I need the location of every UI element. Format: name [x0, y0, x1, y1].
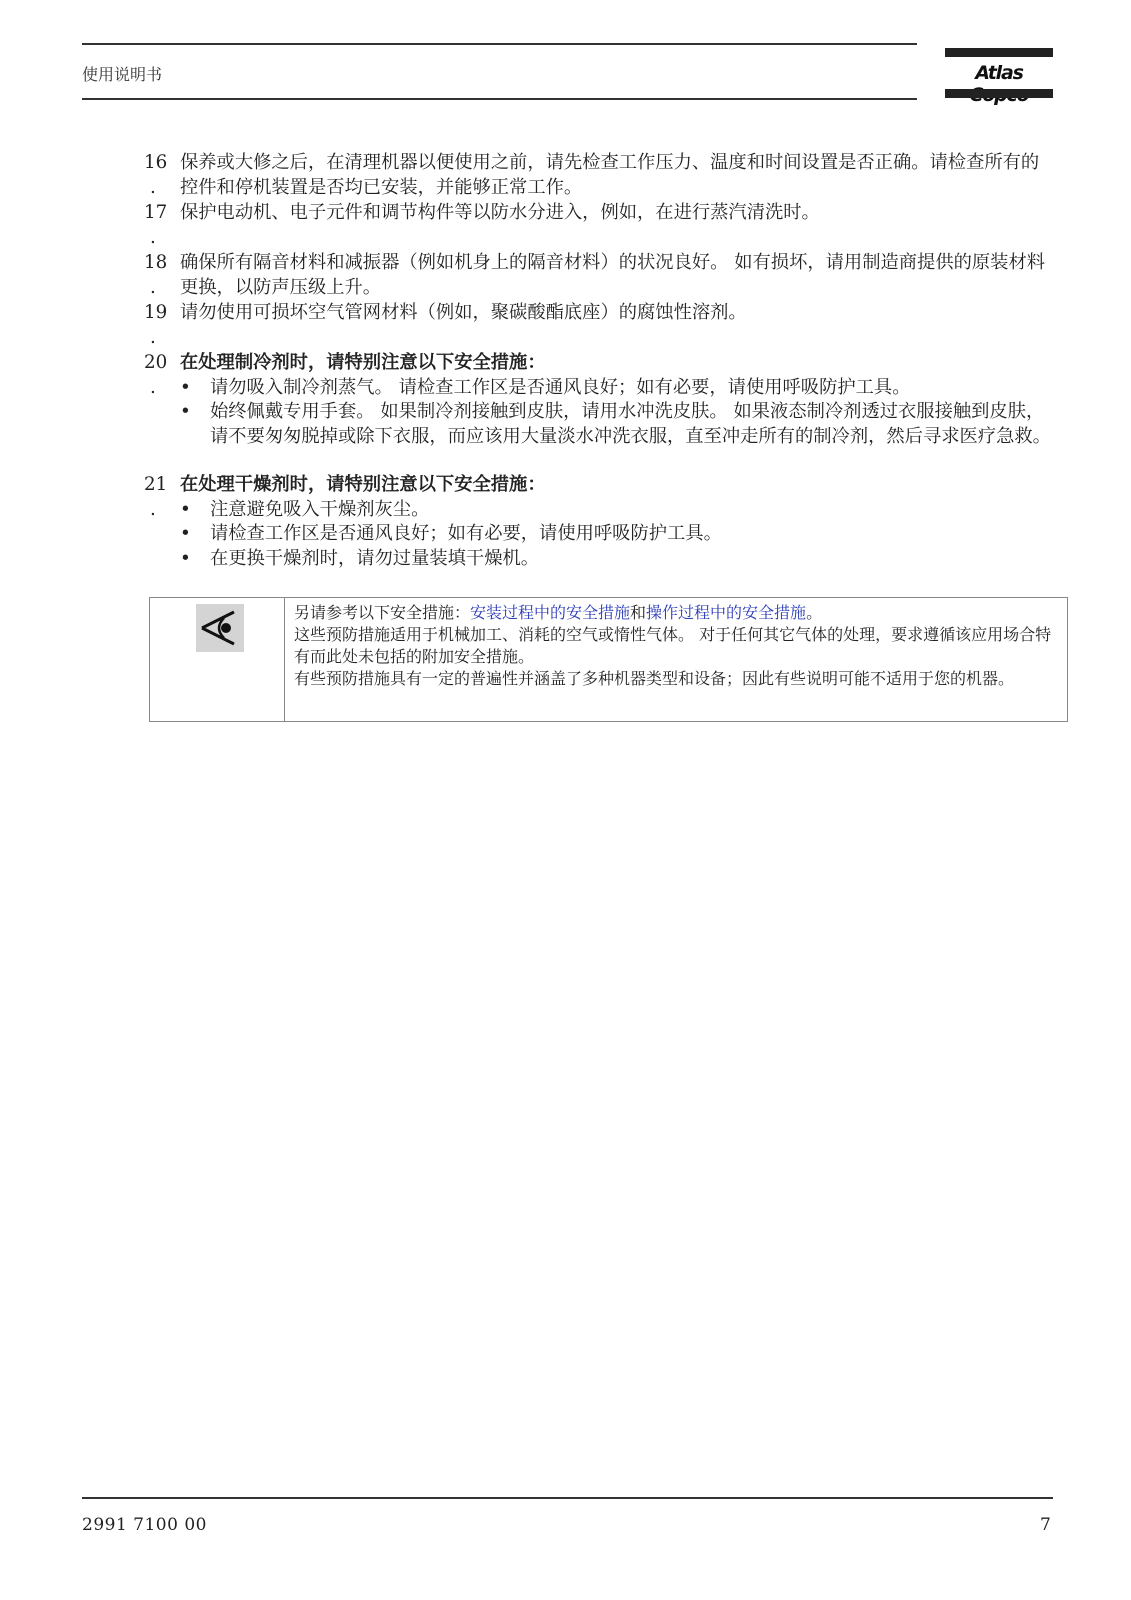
- bullet-item: [180, 547, 1060, 572]
- header-bottom-rule: [82, 98, 917, 100]
- atlas-copco-logo: [945, 48, 1053, 98]
- item-text: 保护电动机、电子元件和调节构件等以防水分进入，例如，在进行蒸汽清洗时。: [180, 202, 820, 223]
- logo-top-bar: [945, 48, 1053, 57]
- page-number: 7: [1040, 1515, 1051, 1535]
- item-number-dot: .: [150, 176, 156, 198]
- bullet-text: 在更换干燥剂时，请勿过量装填干燥机。: [210, 547, 540, 569]
- note-paragraph-gases: 这些预防措施适用于机械加工、消耗的空气或惰性气体。 对于任何其它气体的处理，要求遵循该应用场合特有而此处未包括的附加安全措施。: [294, 625, 1052, 666]
- note-references-line: [294, 602, 1064, 624]
- link-installation-safety[interactable]: 安装过程中的安全措施: [470, 603, 631, 622]
- note-prefix: 另请参考以下安全措施：: [294, 603, 471, 622]
- item-text: 确保所有隔音材料和减振器（例如机身上的隔音材料）的状况良好。 如有损坏，请用制造商提供的原装材料更换，以防声压级上升。: [180, 252, 1046, 298]
- bullet-mark: •: [180, 376, 191, 398]
- bullet-item: [180, 522, 1060, 547]
- bullet-text: 始终佩戴专用手套。 如果制冷剂接触到皮肤，请用水冲洗皮肤。 如果液态制冷剂透过衣服接触到皮肤，请不要匆匆脱掉或除下衣服，而应该用大量淡水冲洗衣服，直至冲走所有的制冷剂，然后寻求医疗急救。: [210, 401, 1051, 447]
- bullet-text: 请检查工作区是否通风良好；如有必要，请使用呼吸防护工具。: [210, 523, 722, 544]
- item-number-dot: .: [150, 326, 156, 348]
- link-operation-safety[interactable]: 操作过程中的安全措施: [646, 603, 807, 622]
- header-top-rule: [82, 43, 917, 45]
- bullet-mark: •: [180, 498, 191, 520]
- refrigerant-bullet-list: [180, 376, 1060, 450]
- item-text: 请勿使用可损坏空气管网材料（例如，聚碳酸酯底座）的腐蚀性溶剂。: [180, 302, 747, 323]
- bullet-text: 注意避免吸入干燥剂灰尘。: [210, 498, 430, 520]
- item-number: 18: [144, 252, 168, 273]
- safety-item-19: [144, 301, 1054, 348]
- note-text: [294, 602, 1064, 690]
- item-number-dot: .: [150, 498, 156, 520]
- bullet-item: [180, 400, 1060, 449]
- note-icon-cell: [150, 598, 285, 721]
- item-heading: 在处理制冷剂时，请特别注意以下安全措施：: [180, 352, 546, 373]
- item-number: 20: [144, 352, 168, 373]
- note-box: [149, 597, 1068, 722]
- header-title: 使用说明书: [82, 65, 163, 84]
- footer-rule: [82, 1497, 1053, 1499]
- item-number-dot: .: [150, 226, 156, 248]
- item-number-dot: .: [150, 376, 156, 398]
- note-suffix: 。: [806, 603, 823, 622]
- note-paragraph-general: 有些预防措施具有一定的普遍性并涵盖了多种机器类型和设备；因此有些说明可能不适用于您的机器。: [294, 669, 1015, 688]
- safety-item-16: [144, 151, 1054, 200]
- bullet-text: 请勿吸入制冷剂蒸气。 请检查工作区是否通风良好；如有必要，请使用呼吸防护工具。: [210, 376, 911, 398]
- document-code: 2991 7100 00: [82, 1515, 207, 1535]
- item-text: 保养或大修之后，在清理机器以便使用之前，请先检查工作压力、温度和时间设置是否正确。请检查所有的控件和停机装置是否均已安装，并能够正常工作。: [180, 152, 1040, 198]
- bullet-mark: •: [180, 547, 191, 569]
- logo-bottom-bar: [945, 89, 1053, 98]
- item-number-dot: .: [150, 276, 156, 298]
- eye-attention-icon: [196, 604, 244, 652]
- desiccant-bullet-list: [180, 498, 1060, 572]
- bullet-mark: •: [180, 401, 191, 422]
- bullet-mark: •: [180, 523, 191, 544]
- item-number: 17: [144, 202, 168, 223]
- item-number: 16: [144, 152, 168, 173]
- note-conjunction: 和: [630, 603, 647, 622]
- item-number: 19: [144, 302, 168, 323]
- safety-item-18: [144, 251, 1054, 300]
- item-heading: 在处理干燥剂时，请特别注意以下安全措施：: [180, 474, 546, 495]
- bullet-item: [180, 376, 1060, 401]
- safety-item-17: [144, 201, 1054, 248]
- bullet-item: [180, 498, 1060, 523]
- item-number: 21: [144, 474, 168, 495]
- logo-wordmark: Atlas: [975, 62, 1023, 84]
